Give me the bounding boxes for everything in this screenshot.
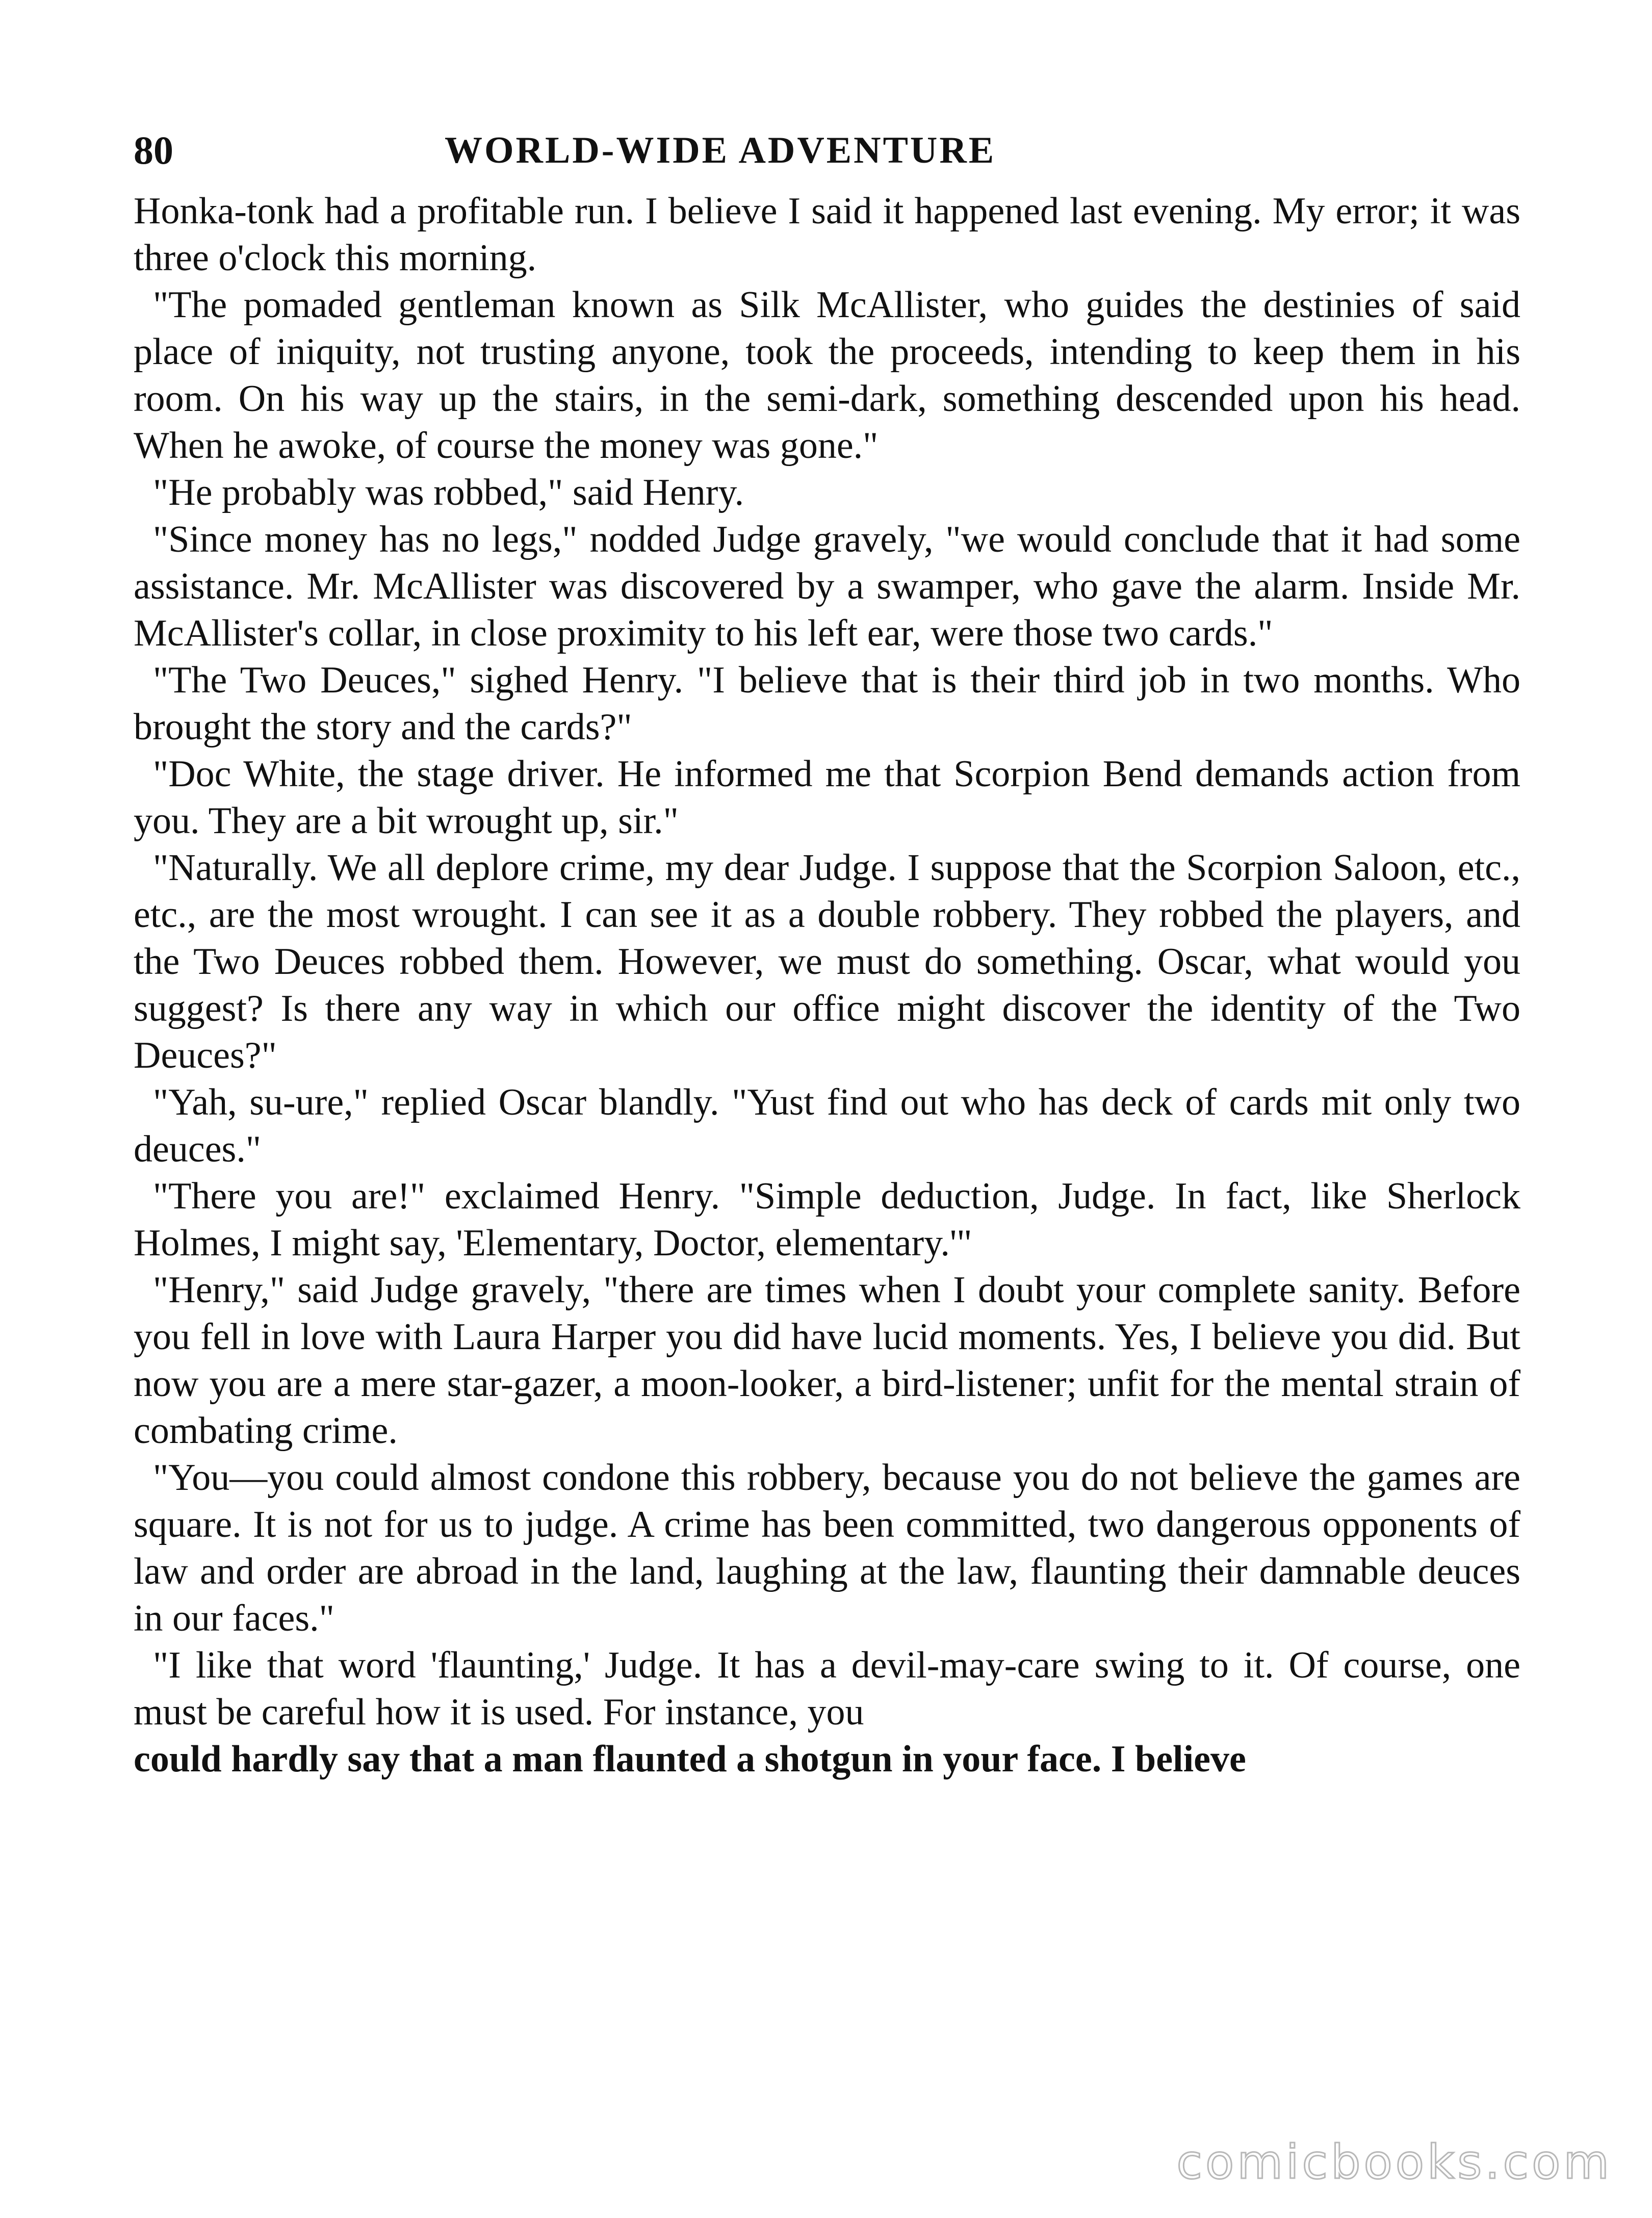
watermark-text: comicbooks.com bbox=[1176, 2135, 1612, 2189]
paragraph: "The Two Deuces," sighed Henry. "I believe that is their third job in two months. Who brought the story and the cards?" bbox=[134, 659, 1520, 748]
paragraph: "He probably was robbed," said Henry. bbox=[153, 472, 744, 513]
paragraph: "There you are!" exclaimed Henry. "Simple deduction, Judge. In fact, like Sherlock Holmes, I might say, 'Elementary, Doctor, elementary.'" bbox=[134, 1175, 1520, 1264]
bold-last-line: could hardly say that a man flaunted a shotgun in your face. I believe bbox=[134, 1738, 1246, 1780]
paragraph: "I like that word 'flaunting,' Judge. It has a devil-may-care swing to it. Of course, one must be careful how it is used. For instance, you bbox=[134, 1644, 1520, 1733]
paragraph: "You—you could almost condone this robbery, because you do not believe the games are square. It is not for us to judge. A crime has been committed, two dangerous opponents of law and order are abroad in the land, laughing at the law, flaunting their damnable deuces in our faces." bbox=[134, 1457, 1520, 1639]
body-text bbox=[134, 188, 1520, 1783]
paragraph: "Doc White, the stage driver. He informed me that Scorpion Bend demands action from you. They are a bit wrought up, sir." bbox=[134, 753, 1520, 842]
book-page bbox=[134, 122, 1520, 2142]
page-number: 80 bbox=[134, 128, 173, 172]
running-title: WORLD-WIDE ADVENTURE bbox=[445, 130, 996, 171]
running-head bbox=[134, 122, 1520, 178]
paragraph: "The pomaded gentleman known as Silk McAllister, who guides the destinies of said place of iniquity, not trusting anyone, took the proceeds, intending to keep them in his room. On his way up the stairs, in the semi-dark, something descended upon his head. When he awoke, of course the money was gone." bbox=[134, 284, 1520, 467]
paragraph: "Naturally. We all deplore crime, my dear Judge. I suppose that the Scorpion Saloon, etc., etc., are the most wrought. I can see it as a double robbery. They robbed the players, and the Two Deuces robbed them. However, we must do something. Oscar, what would you suggest? Is there any way in which our office might discover the identity of the Two Deuces?" bbox=[134, 847, 1520, 1076]
paragraph: Honka-tonk had a profitable run. I believe I said it happened last evening. My error; it was three o'clock this morning. bbox=[134, 190, 1520, 279]
paragraph: "Since money has no legs," nodded Judge gravely, "we would conclude that it had some assistance. Mr. McAllister was discovered by a swamper, who gave the alarm. Inside Mr. McAllister's collar, in close proximity to his left ear, were those two cards." bbox=[134, 519, 1520, 654]
paragraph: "Henry," said Judge gravely, "there are times when I doubt your complete sanity. Before you fell in love with Laura Harper you did have lucid moments. Yes, I believe you did. But now you are a mere star-gazer, a moon-looker, a bird-listener; unfit for the mental strain of combating crime. bbox=[134, 1269, 1520, 1452]
paragraph: "Yah, su-ure," replied Oscar blandly. "Yust find out who has deck of cards mit only two deuces." bbox=[134, 1081, 1520, 1170]
